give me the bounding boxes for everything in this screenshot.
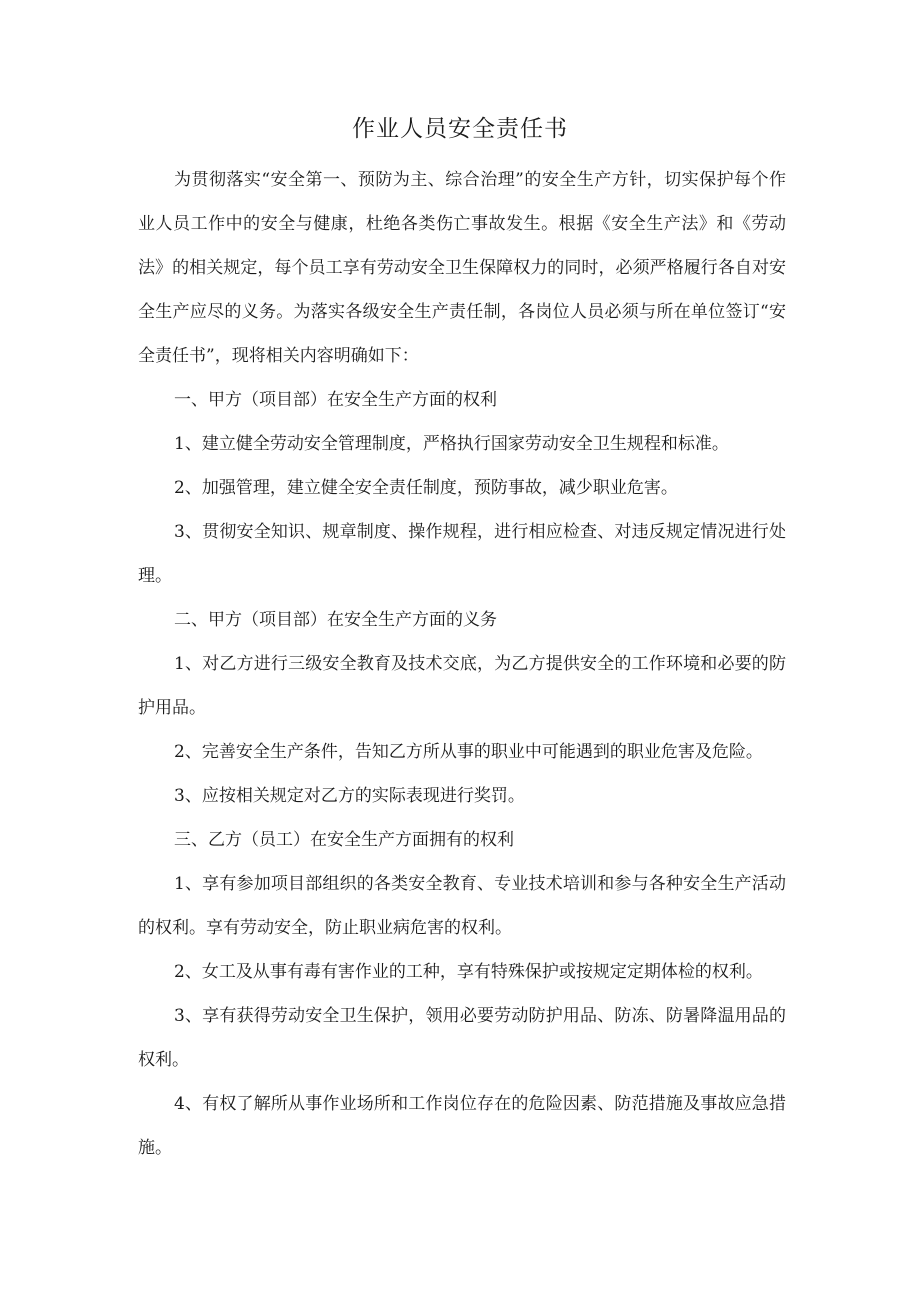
list-item: 3、享有获得劳动安全卫生保护，领用必要劳动防护用品、防冻、防暑降温用品的权利。 bbox=[138, 1006, 786, 1070]
list-item: 3、应按相关规定对乙方的实际表现进行奖罚。 bbox=[174, 786, 525, 806]
section-heading-3: 三、乙方（员工）在安全生产方面拥有的权利 bbox=[174, 830, 514, 850]
section-heading-2: 二、甲方（项目部）在安全生产方面的义务 bbox=[174, 610, 497, 630]
list-item: 4、有权了解所从事作业场所和工作岗位存在的危险因素、防范措施及事故应急措施。 bbox=[138, 1094, 786, 1158]
list-item: 1、建立健全劳动安全管理制度，严格执行国家劳动安全卫生规程和标准。 bbox=[174, 434, 729, 454]
list-item: 2、加强管理，建立健全安全责任制度，预防事故，减少职业危害。 bbox=[174, 478, 678, 498]
document-title: 作业人员安全责任书 bbox=[352, 116, 568, 142]
document-body bbox=[138, 158, 786, 1170]
intro-paragraph: 为贯彻落实“安全第一、预防为主、综合治理”的安全生产方针，切实保护每个作业人员工作中的安全与健康，杜绝各类伤亡事故发生。根据《安全生产法》和《劳动法》的相关规定，每个员工享有劳动安全卫生保障权力的同时，必须严格履行各自对安全生产应尽的义务。为落实各级安全生产责任制，各岗位人员必须与所在单位签订“安全责任书”，现将相关内容明确如下： bbox=[138, 170, 786, 366]
section-heading-1: 一、甲方（项目部）在安全生产方面的权利 bbox=[174, 390, 497, 410]
list-item: 1、对乙方进行三级安全教育及技术交底，为乙方提供安全的工作环境和必要的防护用品。 bbox=[138, 654, 786, 718]
list-item: 2、完善安全生产条件，告知乙方所从事的职业中可能遇到的职业危害及危险。 bbox=[174, 742, 763, 762]
list-item: 3、贯彻安全知识、规章制度、操作规程，进行相应检查、对违反规定情况进行处理。 bbox=[138, 522, 786, 586]
list-item: 2、女工及从事有毒有害作业的工种，享有特殊保护或按规定定期体检的权利。 bbox=[174, 962, 763, 982]
list-item: 1、享有参加项目部组织的各类安全教育、专业技术培训和参与各种安全生产活动的权利。享有劳动安全，防止职业病危害的权利。 bbox=[138, 874, 786, 938]
